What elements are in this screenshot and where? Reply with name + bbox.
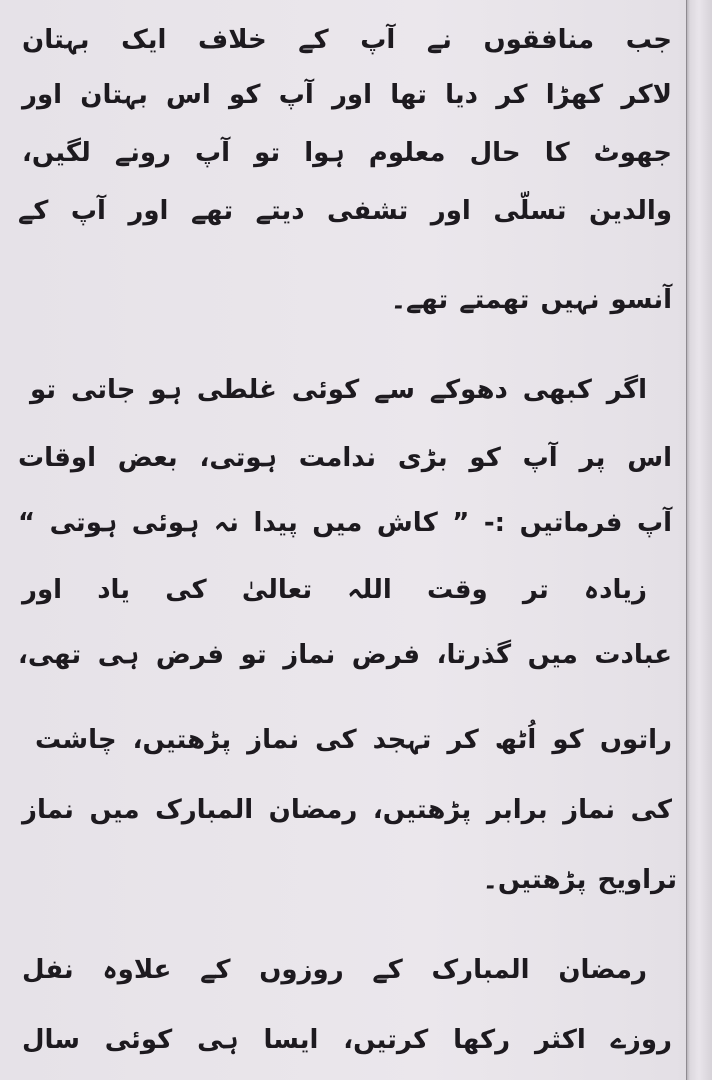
text-line: اگر کبھی دھوکے سے کوئی غلطی ہو جاتی تو	[30, 375, 647, 405]
text-line: اس پر آپ کو بڑی ندامت ہوتی، بعض اوقات	[18, 443, 672, 473]
text-line: راتوں کو اُٹھ کر تہجد کی نماز پڑھتیں، چاشت	[35, 725, 672, 755]
text-line: عبادت میں گذرتا، فرض نماز تو فرض ہی تھی،	[18, 640, 672, 670]
text-line: آپ فرماتیں :- ” کاش میں پیدا نہ ہوئی ہوتی “	[18, 508, 672, 538]
text-line: والدین تسلّی اور تشفی دیتے تھے اور آپ کے	[18, 196, 672, 226]
page-fold-edge	[686, 0, 712, 1080]
text-line: کی نماز برابر پڑھتیں، رمضان المبارک میں نماز	[22, 795, 672, 825]
text-line: جھوٹ کا حال معلوم ہوا تو آپ رونے لگیں،	[22, 138, 672, 168]
text-line: روزے اکثر رکھا کرتیں، ایسا ہی کوئی سال	[22, 1025, 672, 1055]
text-line: رمضان المبارک کے روزوں کے علاوہ نفل	[22, 955, 647, 985]
text-line: تراویح پڑھتیں۔	[482, 865, 677, 895]
text-line: زیادہ تر وقت اللہ تعالیٰ کی یاد اور	[22, 575, 647, 605]
text-line: لاکر کھڑا کر دیا تھا اور آپ کو اس بہتان اور	[22, 80, 672, 110]
text-line: جب منافقوں نے آپ کے خلاف ایک بہتان	[22, 25, 672, 55]
text-line: آنسو نہیں تھمتے تھے۔	[390, 285, 672, 315]
